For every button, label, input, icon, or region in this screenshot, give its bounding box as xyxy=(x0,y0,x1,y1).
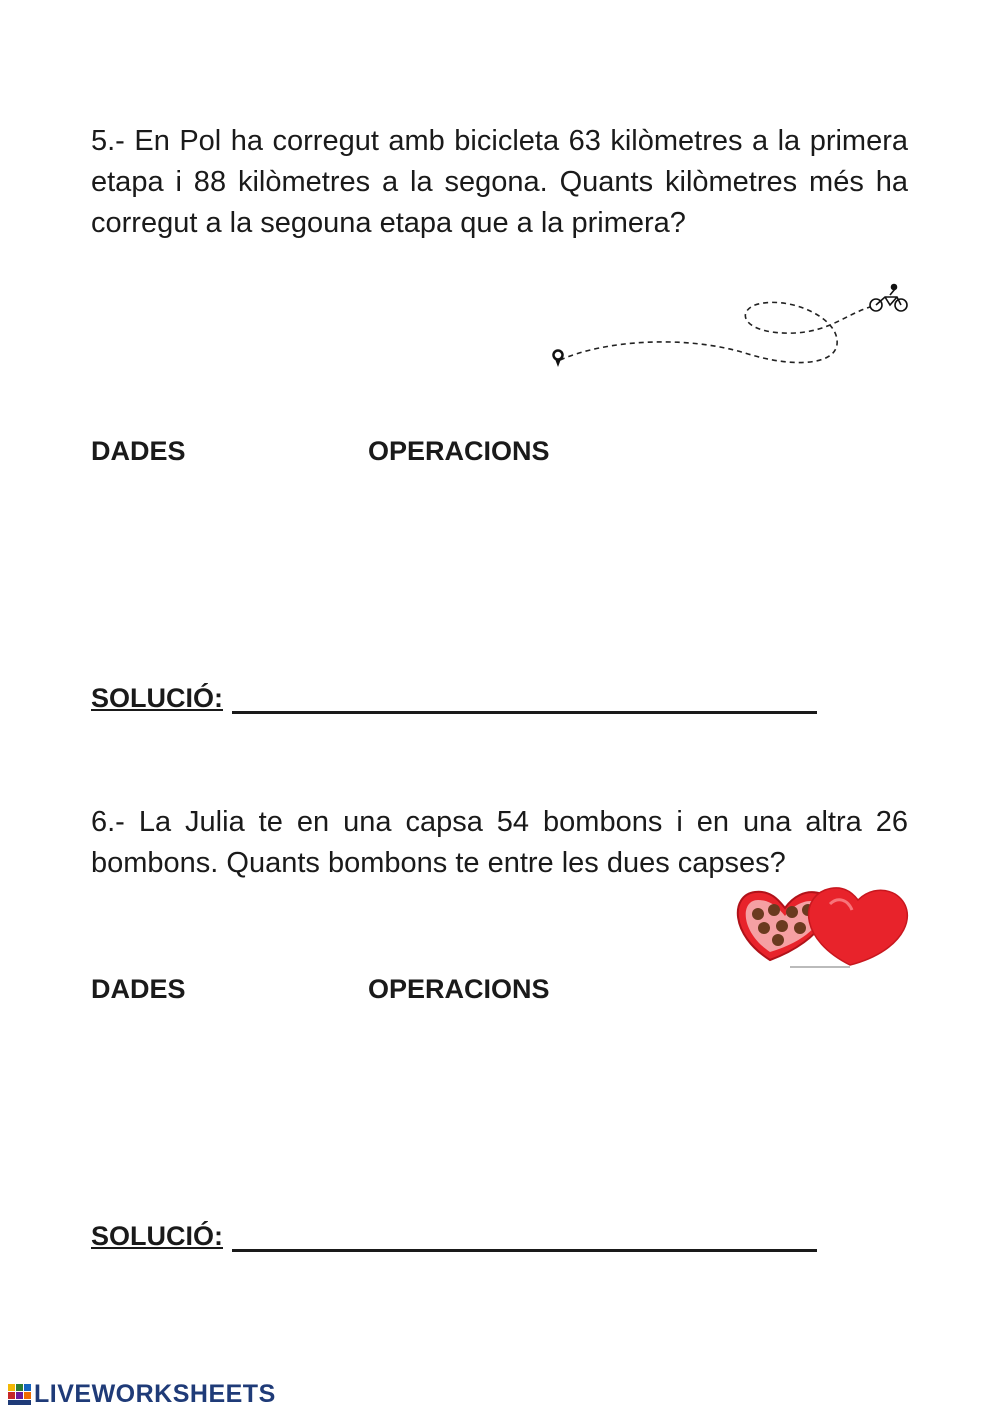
liveworksheets-logo[interactable] xyxy=(8,1380,276,1409)
brand-name: LIVEWORKSHEETS xyxy=(34,1380,276,1408)
operacions-label-6: OPERACIONS xyxy=(368,974,550,1004)
heart-chocolate-box-icon xyxy=(730,880,912,972)
bicycle-icon xyxy=(870,285,907,312)
problem-5-text: 5.- En Pol ha corregut amb bicicleta 63 kilòmetres a la primera etapa i 88 kilòmetres a la segona. Quants kilòmetres més ha corregut a la segouna etapa que a la primera? xyxy=(91,125,908,239)
liveworksheets-logo-icon xyxy=(8,1384,32,1406)
solucio-answer-line-5[interactable] xyxy=(232,711,817,714)
bicycle-route-icon xyxy=(545,285,915,380)
solucio-label-6: SOLUCIÓ: xyxy=(91,1221,223,1251)
operacions-label-5: OPERACIONS xyxy=(368,436,550,466)
solucio-label-5: SOLUCIÓ: xyxy=(91,683,223,713)
dades-label-6: DADES xyxy=(91,974,186,1004)
dades-label-5: DADES xyxy=(91,436,186,466)
problem-6-text: 6.- La Julia te en una capsa 54 bombons i en una altra 26 bombons. Quants bombons te entre les dues capses? xyxy=(91,806,908,879)
solucio-answer-line-6[interactable] xyxy=(232,1249,817,1252)
location-pin-icon xyxy=(554,351,563,368)
